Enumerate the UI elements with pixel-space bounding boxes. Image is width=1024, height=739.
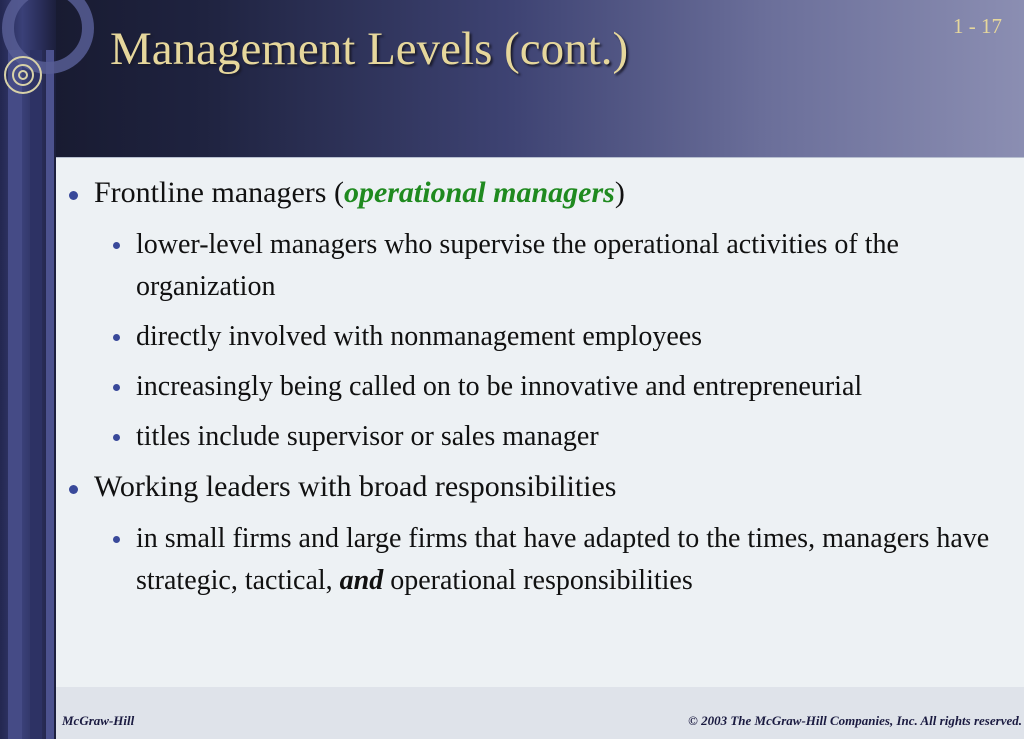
decor-bar (46, 50, 54, 739)
sub-bullet-text: lower-level managers who supervise the operational activities of the organization (136, 229, 899, 302)
decor-bar (8, 50, 22, 739)
sub-bullet-emphasis: and (339, 565, 384, 596)
sub-bullet-item (56, 366, 1016, 408)
footer-copyright: © 2003 The McGraw-Hill Companies, Inc. All rights reserved. (688, 713, 1022, 728)
bullet-icon (113, 434, 120, 441)
content-area (56, 157, 1024, 688)
bullet-icon (113, 334, 120, 341)
bullet-text: Working leaders with broad responsibilities (94, 470, 617, 503)
slide-number: 1 - 17 (953, 14, 1002, 38)
bullet-emphasis: operational managers (343, 176, 615, 209)
bullet-item (56, 470, 1016, 504)
bullet-icon (69, 485, 78, 494)
sub-bullet-item (56, 518, 1016, 602)
slide-title: Management Levels (cont.) (110, 23, 629, 75)
bullet-text-pre: Frontline managers ( (94, 176, 344, 209)
bullet-item (56, 176, 1016, 210)
bullet-icon (113, 242, 120, 249)
decor-bar (30, 50, 42, 739)
sub-bullet-text: titles include supervisor or sales manager (136, 421, 599, 452)
sub-bullet-text-pre: in small firms and large firms that have adapted to the times, managers have strategic, tactical, (136, 523, 990, 596)
sub-bullet-item (56, 316, 1016, 358)
footer-publisher: McGraw-Hill (62, 713, 135, 728)
sub-bullet-text-post: operational responsibilities (383, 565, 693, 596)
footer (56, 687, 1024, 739)
sub-bullet-item (56, 224, 1016, 308)
sub-bullet-text: directly involved with nonmanagement employees (136, 321, 703, 352)
sub-bullet-item (56, 416, 1016, 458)
bullet-list (56, 176, 1016, 602)
bullet-icon (113, 536, 120, 543)
sub-bullet-text: increasingly being called on to be innovative and entrepreneurial (136, 371, 863, 402)
bullet-icon (113, 384, 120, 391)
bullet-icon (69, 191, 78, 200)
left-decoration (0, 0, 56, 739)
target-icon (4, 56, 42, 94)
bullet-text-post: ) (614, 176, 625, 209)
